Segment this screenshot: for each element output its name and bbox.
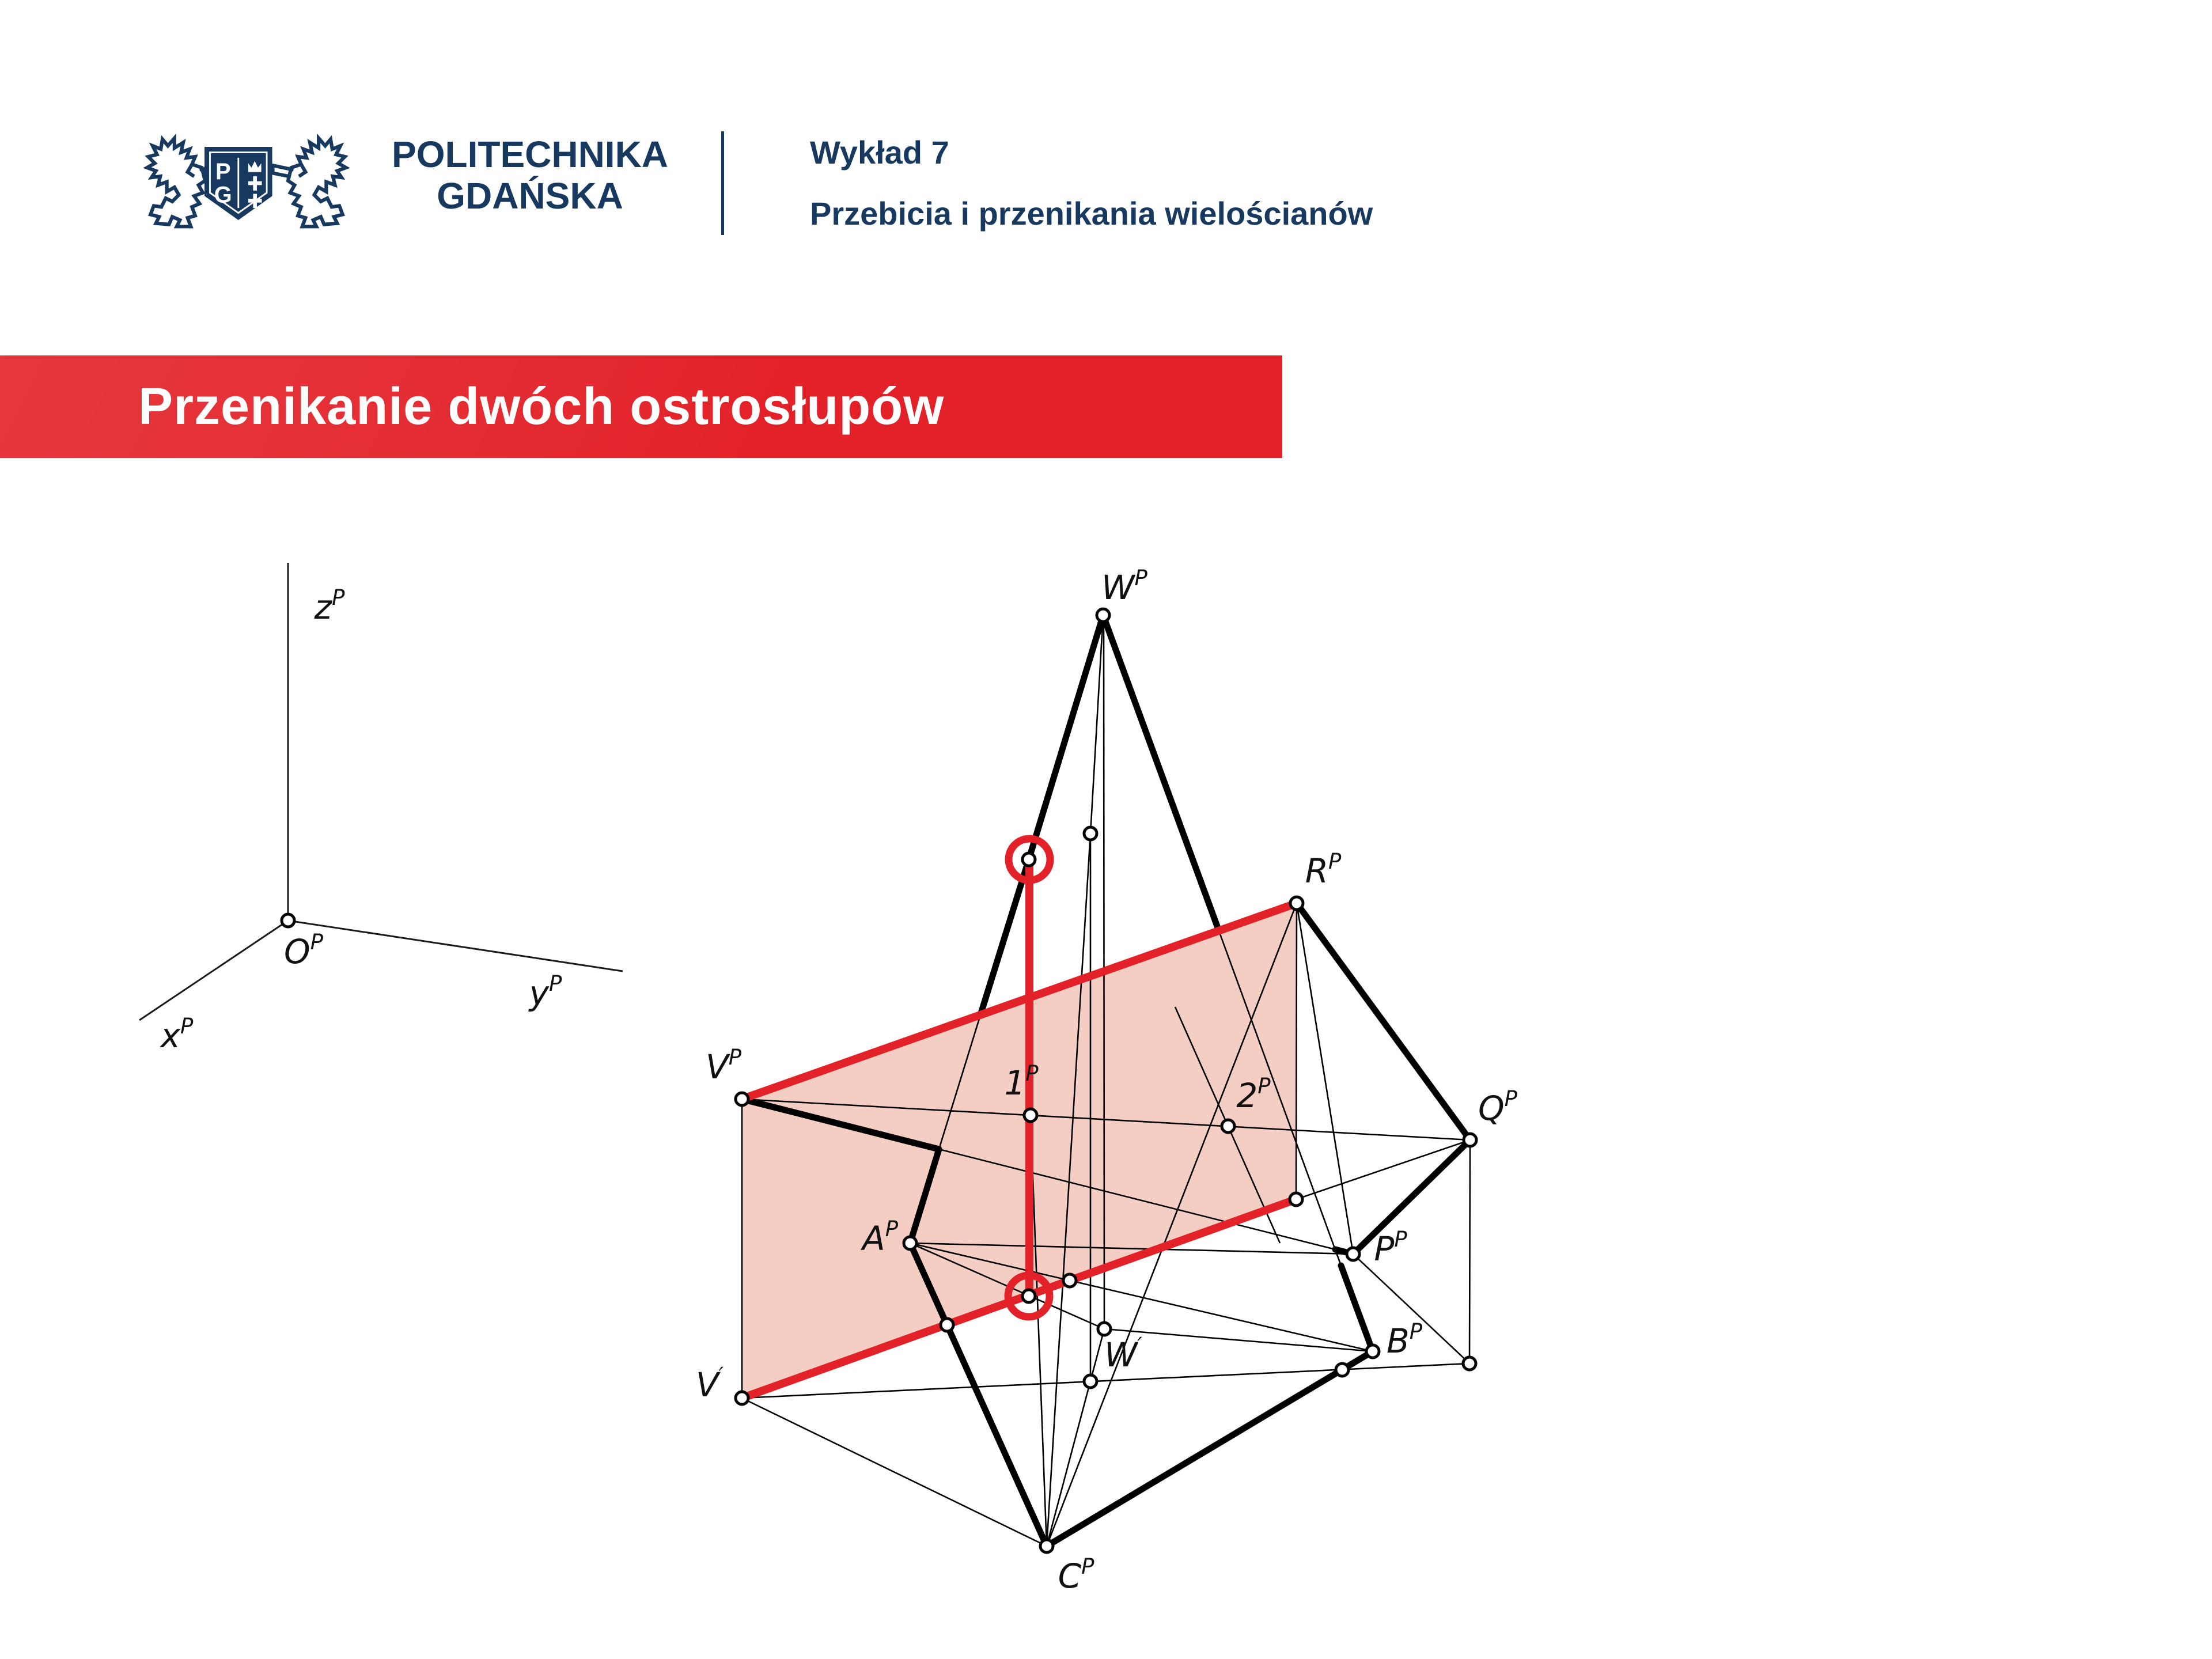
label-V: $V^P$ — [706, 1045, 741, 1086]
pt-R-trace — [1290, 1193, 1302, 1206]
shield-letter-p: P — [215, 158, 231, 184]
proj-R-vertical — [1296, 903, 1297, 1199]
brand-line2: GDAŃSKA — [437, 175, 623, 217]
label-Wprime: W′ — [1104, 1333, 1142, 1374]
label-z-axis: $z^P$ — [314, 585, 345, 627]
cutting-plane — [742, 903, 1297, 1398]
edge-WA-mid — [980, 859, 1029, 1015]
edge-QP — [1353, 1140, 1470, 1254]
lecture-number: Wykład 7 — [810, 134, 949, 171]
line-C-Vprime — [742, 1398, 1047, 1546]
label-origin: $O^P$ — [284, 930, 323, 971]
pt-A — [904, 1237, 916, 1249]
label-Q: $Q^P$ — [1478, 1086, 1517, 1128]
slide-title: Przenikanie dwóch ostrosłupów — [138, 378, 945, 435]
label-y-axis: $y^P$ — [529, 971, 562, 1013]
label-1: $1^P$ — [1004, 1061, 1039, 1103]
cutting-plane-fill — [742, 903, 1297, 1398]
pt-piercing-lower — [1022, 1290, 1035, 1302]
pt-V — [736, 1093, 748, 1105]
pt-Q — [1464, 1134, 1476, 1146]
label-2: $2^P$ — [1236, 1074, 1271, 1115]
pt-on-CB — [1336, 1363, 1349, 1376]
edge-WA-top — [1029, 615, 1103, 859]
lecture-topic: Przebicia i przenikania wielościanów — [810, 195, 1373, 232]
pt-on-WC — [1084, 827, 1097, 840]
label-B: $B^P$ — [1386, 1319, 1423, 1361]
label-C: $C^P$ — [1058, 1554, 1094, 1596]
label-x-axis: $x^P$ — [160, 1014, 194, 1055]
label-R: $R^P$ — [1305, 849, 1342, 891]
pt-on-trace — [1084, 1375, 1097, 1388]
brand-line1: POLITECHNIKA — [392, 134, 668, 175]
pt-1 — [1024, 1109, 1037, 1122]
x-axis — [139, 921, 288, 1020]
label-Vprime: V′ — [695, 1363, 724, 1404]
pt-origin — [282, 914, 294, 927]
edge-RQ — [1297, 903, 1470, 1140]
pt-R — [1290, 897, 1303, 910]
shield-letter-g: G — [214, 182, 232, 208]
label-A: $A^P$ — [862, 1217, 898, 1258]
pt-on-AB — [1063, 1274, 1076, 1287]
label-P: $P^P$ — [1374, 1227, 1407, 1268]
pt-B — [1366, 1345, 1379, 1358]
pt-P — [1347, 1248, 1359, 1260]
pt-on-AC — [941, 1319, 953, 1331]
pt-W — [1097, 609, 1109, 622]
pt-C — [1040, 1540, 1053, 1552]
axes — [139, 563, 623, 1020]
pt-Qprime — [1463, 1357, 1476, 1370]
label-W: $W^P$ — [1101, 566, 1147, 607]
edge-RP — [1297, 903, 1353, 1254]
pt-on-WA — [1022, 853, 1035, 866]
pt-Vprime — [736, 1392, 748, 1404]
pt-Wprime — [1098, 1323, 1111, 1335]
edge-WB-bottom — [1341, 1266, 1373, 1351]
y-axis — [288, 921, 623, 971]
edge-WB-top — [1103, 615, 1219, 931]
pt-2 — [1222, 1120, 1234, 1132]
proj-Q-vertical — [1469, 1140, 1470, 1363]
line-Wprime-B — [1104, 1329, 1373, 1351]
